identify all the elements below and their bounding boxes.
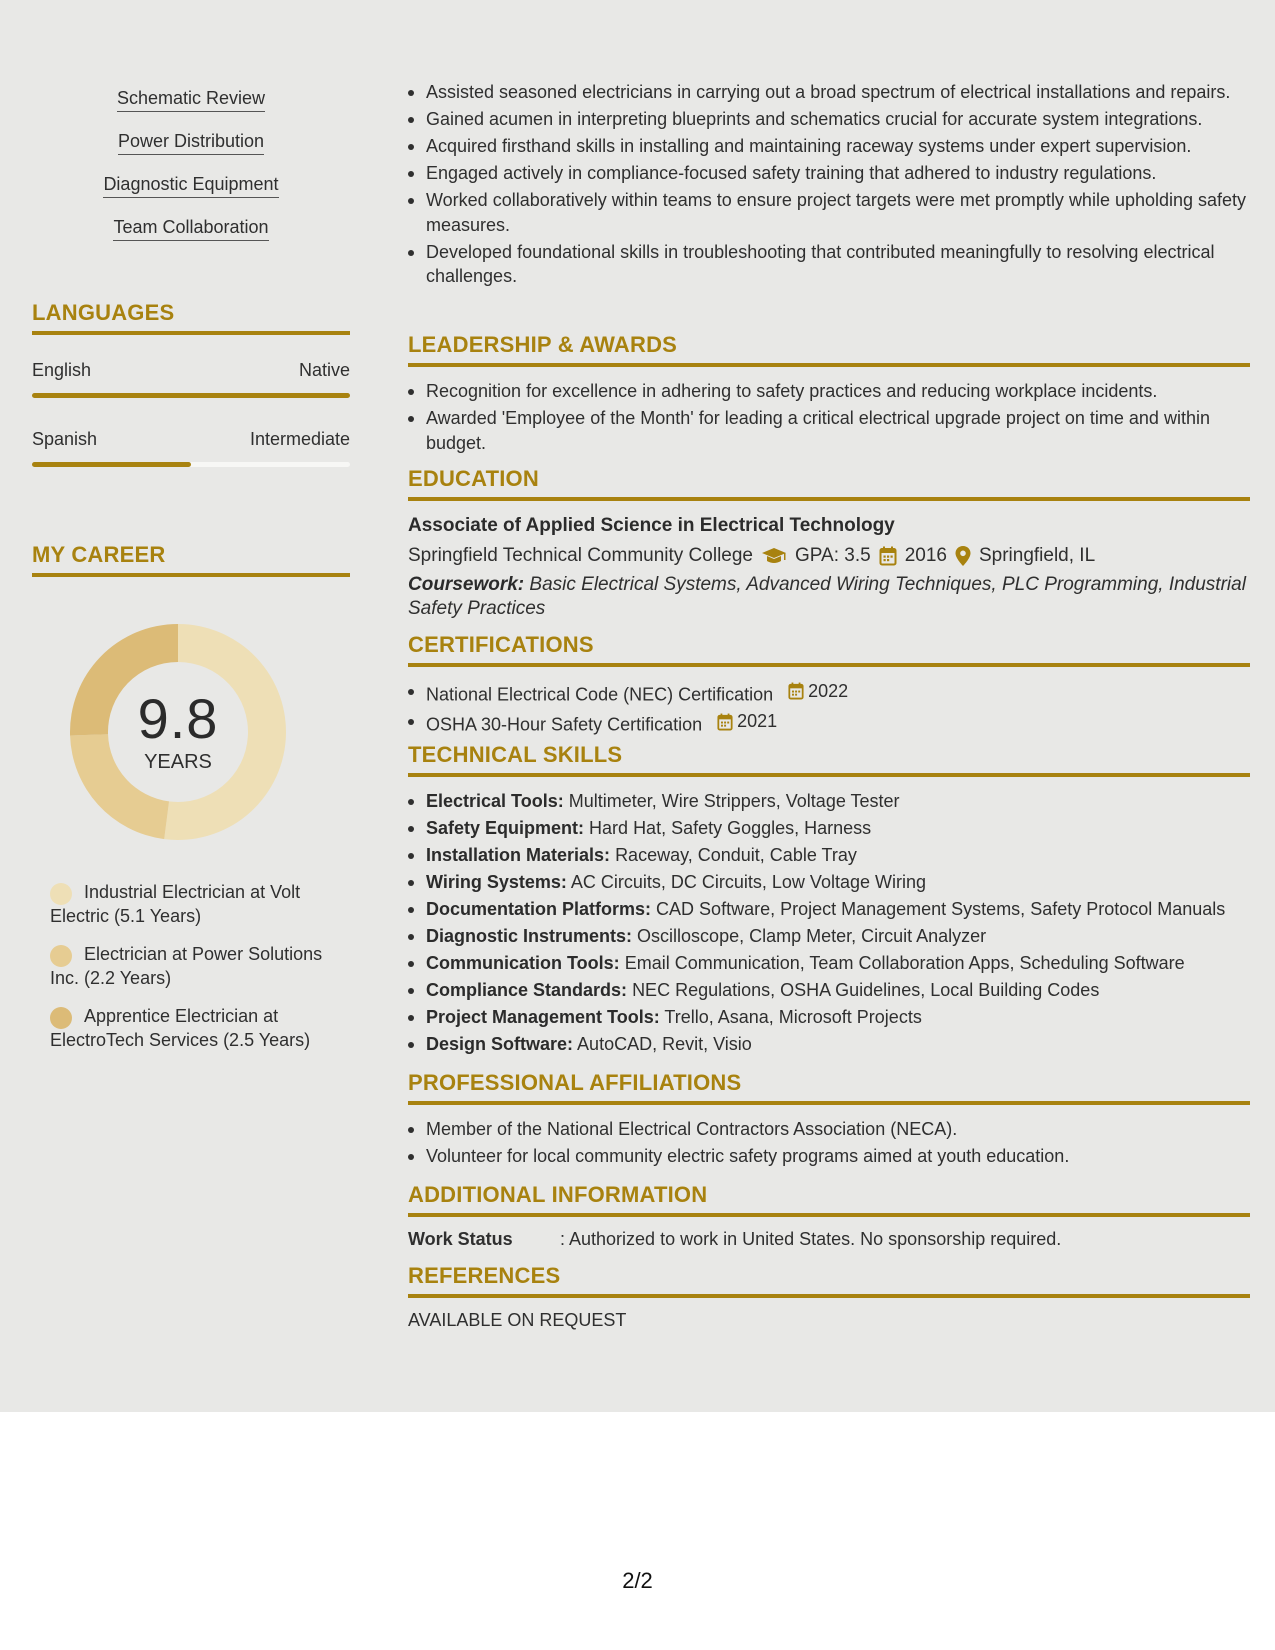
leadership-heading: LEADERSHIP & AWARDS xyxy=(408,332,1250,367)
career-heading: MY CAREER xyxy=(32,542,350,577)
skill-list xyxy=(32,86,350,258)
tech-skill-value: AC Circuits, DC Circuits, Low Voltage Wiring xyxy=(570,872,926,892)
language-name: English xyxy=(32,360,92,380)
career-item-text: Electrician at Power Solutions Inc. (2.2 Years) xyxy=(50,944,323,988)
affiliations-list xyxy=(408,1117,1250,1169)
certification-name: OSHA 30-Hour Safety Certification xyxy=(426,714,703,735)
tech-skill-value: Multimeter, Wire Strippers, Voltage Tester xyxy=(568,791,900,811)
tech-skill-label: Communication Tools: xyxy=(426,953,620,973)
calendar-icon xyxy=(788,682,804,700)
affiliation-item: Member of the National Electrical Contractors Association (NECA). xyxy=(408,1117,1250,1142)
additional-info-section xyxy=(408,1182,1250,1250)
tech-skill-label: Project Management Tools: xyxy=(426,1007,660,1027)
tech-skill-label: Compliance Standards: xyxy=(426,980,628,1000)
education-school: Springfield Technical Community College xyxy=(408,545,753,566)
tech-skill-value: Trello, Asana, Microsoft Projects xyxy=(664,1007,922,1027)
tech-skill-value: Raceway, Conduit, Cable Tray xyxy=(615,845,857,865)
leadership-section xyxy=(408,332,1250,458)
coursework-text: Basic Electrical Systems, Advanced Wiring Techniques, PLC Programming, Industrial Safety Practices xyxy=(408,574,1246,619)
location-pin-icon xyxy=(955,546,971,566)
tech-skill-label: Wiring Systems: xyxy=(426,872,567,892)
tech-skill-item xyxy=(408,870,1250,895)
career-item xyxy=(50,942,350,990)
calendar-icon xyxy=(879,546,897,566)
language-name: Spanish xyxy=(32,429,98,449)
certification-name: National Electrical Code (NEC) Certification xyxy=(426,684,774,705)
career-total-years: 9.8 xyxy=(137,686,219,750)
education-degree: Associate of Applied Science in Electrical Technology xyxy=(408,515,895,536)
tech-skill-label: Safety Equipment: xyxy=(426,818,585,838)
tech-skill-label: Documentation Platforms: xyxy=(426,899,652,919)
certification-item xyxy=(408,709,1250,737)
additional-info-heading: ADDITIONAL INFORMATION xyxy=(408,1182,1250,1217)
tech-skill-value: Oscilloscope, Clamp Meter, Circuit Analyzer xyxy=(637,926,987,946)
language-bar-fill xyxy=(32,393,350,398)
tech-skill-item xyxy=(408,789,1250,814)
leadership-item: Recognition for excellence in adhering to safety practices and reducing workplace incidents. xyxy=(408,379,1250,404)
tech-skill-value: Email Communication, Team Collaboration Apps, Scheduling Software xyxy=(624,953,1185,973)
education-location: Springfield, IL xyxy=(978,545,1096,566)
tech-skill-value: Hard Hat, Safety Goggles, Harness xyxy=(589,818,872,838)
tech-skill-item xyxy=(408,951,1250,976)
experience-bullet: Acquired firsthand skills in installing and maintaining raceway systems under expert supervision. xyxy=(408,134,1250,159)
career-item xyxy=(50,880,350,928)
career-item xyxy=(50,1004,350,1052)
experience-bullet: Developed foundational skills in troubleshooting that contributed meaningfully to resolving electrical challenges. xyxy=(408,240,1250,289)
coursework-label: Coursework: xyxy=(408,574,525,595)
language-spanish xyxy=(32,429,350,467)
language-bar-fill xyxy=(32,462,191,467)
career-dot xyxy=(50,1007,72,1029)
affiliation-item: Volunteer for local community electric safety programs aimed at youth education. xyxy=(408,1144,1250,1169)
tech-skill-item xyxy=(408,843,1250,868)
experience-bullet: Worked collaboratively within teams to ensure project targets were met promptly while upholding safety measures. xyxy=(408,188,1250,237)
certifications-heading: CERTIFICATIONS xyxy=(408,632,1250,667)
languages-heading: LANGUAGES xyxy=(32,300,350,335)
tech-skill-item xyxy=(408,897,1250,922)
language-bar xyxy=(32,393,350,398)
career-dot xyxy=(50,945,72,967)
work-status-label: Work Status xyxy=(408,1229,513,1249)
experience-bullet: Gained acumen in interpreting blueprints and schematics crucial for accurate system integrations. xyxy=(408,107,1250,132)
education-heading: EDUCATION xyxy=(408,466,1250,501)
education-gpa: GPA: 3.5 xyxy=(795,545,871,566)
technical-skills-section xyxy=(408,742,1250,1059)
tech-skill-item xyxy=(408,1032,1250,1057)
education-coursework xyxy=(408,573,1250,621)
language-level: Native xyxy=(298,360,350,380)
education-details xyxy=(408,545,1250,567)
career-donut-chart xyxy=(66,620,290,844)
tech-skill-item xyxy=(408,924,1250,949)
language-level: Intermediate xyxy=(249,429,350,449)
affiliations-section xyxy=(408,1070,1250,1171)
calendar-icon xyxy=(717,713,733,731)
tech-skill-value: AutoCAD, Revit, Visio xyxy=(577,1034,752,1054)
references-section xyxy=(408,1263,1250,1331)
skill-item: Diagnostic Equipment xyxy=(103,172,278,198)
career-unit-label: YEARS xyxy=(144,750,212,773)
education-section xyxy=(408,466,1250,621)
technical-skills-list xyxy=(408,789,1250,1057)
skill-item: Power Distribution xyxy=(118,129,264,155)
experience-bullet: Assisted seasoned electricians in carrying out a broad spectrum of electrical installations and repairs. xyxy=(408,80,1250,105)
tech-skill-label: Installation Materials: xyxy=(426,845,611,865)
certifications-section xyxy=(408,632,1250,740)
tech-skill-item xyxy=(408,978,1250,1003)
references-heading: REFERENCES xyxy=(408,1263,1250,1298)
tech-skill-label: Design Software: xyxy=(426,1034,574,1054)
experience-bullets xyxy=(408,80,1250,289)
certification-year: 2021 xyxy=(737,711,778,732)
tech-skill-item xyxy=(408,816,1250,841)
graduation-cap-icon xyxy=(761,546,787,566)
language-english xyxy=(32,360,350,398)
work-status-row xyxy=(408,1229,1250,1250)
skill-item: Team Collaboration xyxy=(113,215,268,241)
technical-skills-heading: TECHNICAL SKILLS xyxy=(408,742,1250,777)
certifications-list xyxy=(408,679,1250,737)
skill-item: Schematic Review xyxy=(117,86,265,112)
career-item-text: Industrial Electrician at Volt Electric (5.1 Years) xyxy=(50,882,301,926)
leadership-item: Awarded 'Employee of the Month' for leading a critical electrical upgrade project on time and within budget. xyxy=(408,406,1250,455)
career-dot xyxy=(50,883,72,905)
work-status-value: : Authorized to work in United States. No sponsorship required. xyxy=(560,1229,1062,1249)
certification-item xyxy=(408,679,1250,707)
experience-section xyxy=(408,80,1250,291)
language-bar xyxy=(32,462,350,467)
education-year: 2016 xyxy=(904,545,947,566)
tech-skill-item xyxy=(408,1005,1250,1030)
tech-skill-label: Diagnostic Instruments: xyxy=(426,926,633,946)
tech-skill-value: NEC Regulations, OSHA Guidelines, Local Building Codes xyxy=(632,980,1100,1000)
certification-year: 2022 xyxy=(808,681,849,701)
references-text: AVAILABLE ON REQUEST xyxy=(408,1310,627,1330)
affiliations-heading: PROFESSIONAL AFFILIATIONS xyxy=(408,1070,1250,1105)
page-number: 2/2 xyxy=(622,1568,653,1593)
tech-skill-label: Electrical Tools: xyxy=(426,791,564,811)
experience-bullet: Engaged actively in compliance-focused safety training that adhered to industry regulations. xyxy=(408,161,1250,186)
tech-skill-value: CAD Software, Project Management Systems, Safety Protocol Manuals xyxy=(656,899,1226,919)
career-item-text: Apprentice Electrician at ElectroTech Services (2.5 Years) xyxy=(50,1006,311,1050)
leadership-list xyxy=(408,379,1250,455)
career-legend xyxy=(50,880,350,1066)
